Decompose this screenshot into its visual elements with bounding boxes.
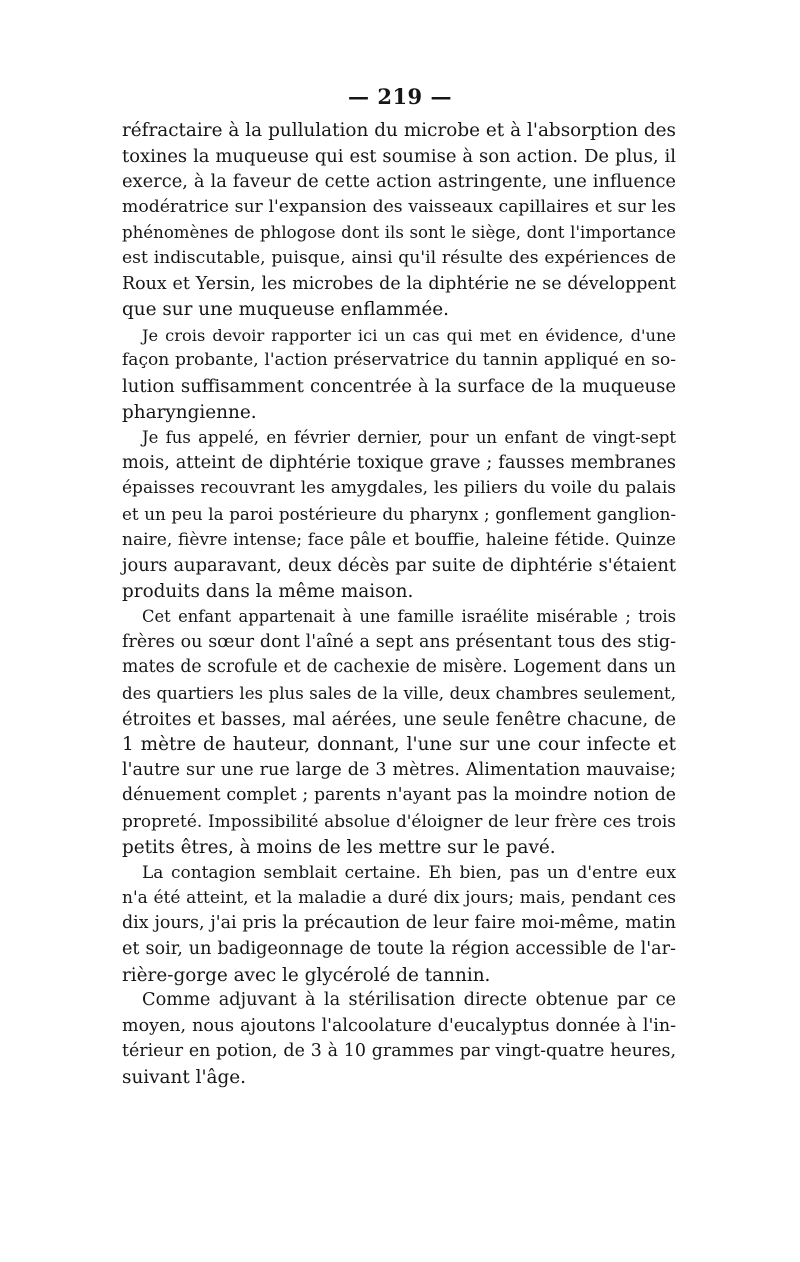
text-line: modératrice sur l'expansion des vaisseaux capillaires et sur les — [122, 196, 676, 217]
body-text — [122, 118, 676, 1091]
text-line: térieur en potion, de 3 à 10 grammes par vingt-quatre heures, — [122, 1041, 676, 1062]
text-line: Cet enfant appartenait à une famille israélite misérable ; trois — [142, 607, 676, 627]
text-line: petits êtres, à moins de les mettre sur le pavé. — [122, 836, 556, 858]
text-line: que sur une muqueuse enflammée. — [122, 299, 449, 321]
text-line: pharyngienne. — [122, 401, 257, 423]
text-line: suivant l'âge. — [122, 1066, 247, 1088]
text-line: des quartiers les plus sales de la ville, deux chambres seulement, — [122, 684, 676, 704]
text-line: frères ou sœur dont l'aîné a sept ans présentant tous des stig- — [122, 631, 676, 652]
text-line: moyen, nous ajoutons l'alcoolature d'eucalyptus donnée à l'in- — [122, 1015, 676, 1036]
text-line: mois, atteint de diphtérie toxique grave ; fausses membranes — [122, 452, 676, 473]
text-line: jours auparavant, deux décès par suite de diphtérie s'étaient — [122, 555, 676, 577]
text-line: dénuement complet ; parents n'ayant pas la moindre notion de — [122, 785, 676, 806]
text-line: est indiscutable, puisque, ainsi qu'il résulte des expériences de — [122, 247, 676, 268]
text-line: épaisses recouvrant les amygdales, les piliers du voile du palais — [122, 478, 676, 499]
text-line: produits dans la même maison. — [122, 580, 414, 602]
text-line: et soir, un badigeonnage de toute la région accessible de l'ar- — [122, 939, 676, 959]
text-line: propreté. Impossibilité absolue d'éloigner de leur frère ces trois — [122, 811, 676, 832]
text-line: mates de scrofule et de cachexie de misère. Logement dans un — [122, 657, 676, 678]
text-line: phénomènes de phlogose dont ils sont le siège, dont l'importance — [122, 223, 676, 243]
text-line: exerce, à la faveur de cette action astringente, une influence — [122, 171, 676, 193]
text-line: toxines la muqueuse qui est soumise à son action. De plus, il — [122, 145, 676, 167]
text-line: réfractaire à la pullulation du microbe et à l'absorption des — [122, 120, 676, 141]
text-line: étroites et basses, mal aérées, une seule fenêtre chacune, de — [122, 708, 676, 730]
text-line: n'a été atteint, et la maladie a duré dix jours; mais, pendant ces — [122, 887, 676, 908]
text-line: rière-gorge avec le glycérolé de tannin. — [122, 964, 491, 986]
text-line: naire, fièvre intense; face pâle et bouffie, haleine fétide. Quinze — [122, 529, 676, 550]
text-line: l'autre sur une rue large de 3 mètres. Alimentation mauvaise; — [122, 759, 676, 780]
text-line: La contagion semblait certaine. Eh bien, pas un d'entre eux — [142, 862, 676, 883]
text-line: Comme adjuvant à la stérilisation directe obtenue par ce — [142, 990, 676, 1011]
page-number: — 219 — — [348, 84, 452, 109]
text-line: Je crois devoir rapporter ici un cas qui met en évidence, d'une — [142, 325, 676, 345]
text-line: lution suffisamment concentrée à la surface de la muqueuse — [122, 375, 676, 397]
text-line: dix jours, j'ai pris la précaution de leur faire moi-même, matin — [122, 913, 676, 934]
text-line: 1 mètre de hauteur, donnant, l'une sur une cour infecte et — [122, 734, 676, 756]
text-line: Je fus appelé, en février dernier, pour un enfant de vingt-sept — [142, 428, 676, 448]
text-line: Roux et Yersin, les microbes de la diphtérie ne se développent — [122, 273, 676, 294]
text-line: et un peu la paroi postérieure du pharynx ; gonflement ganglion- — [122, 503, 676, 524]
text-line: façon probante, l'action préservatrice du tannin appliqué en so- — [122, 350, 676, 371]
